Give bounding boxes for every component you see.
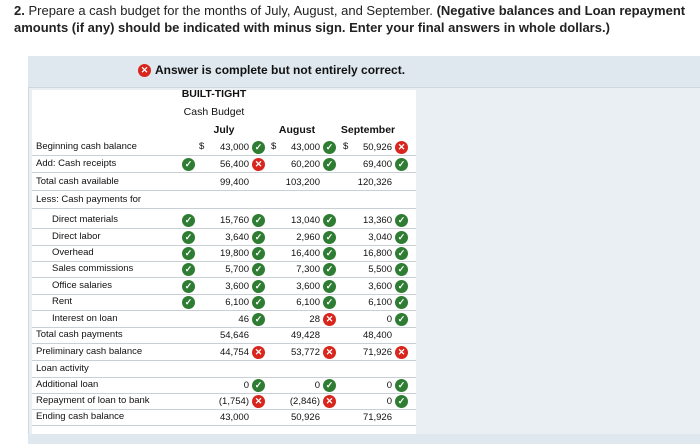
check-circle-icon: ✓ — [252, 280, 265, 293]
check-circle-icon: ✓ — [182, 280, 195, 293]
cell-value: 6,100 — [296, 296, 320, 308]
value-cell[interactable] — [387, 378, 408, 392]
cell-value: 15,760 — [219, 214, 249, 226]
check-circle-icon: ✓ — [395, 395, 408, 408]
cell-value: 50,926 — [362, 141, 392, 153]
value-cell[interactable] — [220, 140, 265, 154]
value-cell[interactable] — [291, 328, 336, 342]
row-divider — [32, 343, 416, 344]
value-cell[interactable] — [220, 328, 265, 342]
value-cell[interactable] — [220, 213, 265, 227]
cell-value: 6,100 — [368, 296, 392, 308]
value-cell[interactable] — [363, 213, 408, 227]
check-circle-icon: ✓ — [323, 141, 336, 154]
row-divider — [32, 277, 416, 278]
row-label: Rent — [52, 296, 73, 307]
row-divider — [32, 208, 416, 209]
cell-value: 54,646 — [219, 329, 249, 341]
row-label: Interest on loan — [52, 313, 118, 324]
check-circle-icon: ✓ — [323, 280, 336, 293]
x-circle-icon: ✕ — [395, 346, 408, 359]
row-divider — [32, 190, 416, 191]
cell-value: 0 — [386, 395, 392, 407]
check-circle-icon: ✓ — [252, 214, 265, 227]
check-circle-icon: ✓ — [395, 280, 408, 293]
value-cell[interactable] — [363, 140, 408, 154]
cell-value: 5,700 — [225, 263, 249, 275]
value-cell[interactable] — [225, 262, 265, 276]
check-circle-icon: ✓ — [395, 247, 408, 260]
value-cell[interactable] — [220, 345, 265, 359]
check-circle-icon: ✓ — [252, 141, 265, 154]
value-cell[interactable] — [220, 175, 265, 189]
column-header-september: September — [340, 124, 396, 136]
value-cell[interactable] — [238, 312, 265, 326]
check-circle-icon: ✓ — [252, 231, 265, 244]
value-cell[interactable] — [363, 328, 408, 342]
value-cell[interactable] — [291, 345, 336, 359]
cell-value: 120,326 — [357, 176, 392, 188]
row-label: Ending cash balance — [36, 411, 125, 422]
value-cell[interactable] — [368, 262, 408, 276]
cell-value: 43,000 — [219, 141, 249, 153]
row-label: Total cash available — [36, 176, 119, 187]
value-cell[interactable] — [296, 230, 336, 244]
row-label: Beginning cash balance — [36, 141, 137, 152]
value-cell[interactable] — [291, 410, 336, 424]
cell-value: 43,000 — [219, 411, 249, 423]
value-cell[interactable] — [296, 295, 336, 309]
currency-symbol: $ — [343, 141, 349, 152]
check-circle-icon: ✓ — [323, 296, 336, 309]
check-circle-icon: ✓ — [182, 231, 195, 244]
x-circle-icon: ✕ — [138, 64, 151, 77]
check-circle-icon: ✓ — [182, 296, 195, 309]
value-cell[interactable] — [225, 295, 265, 309]
x-circle-icon: ✕ — [252, 158, 265, 171]
check-circle-icon: ✓ — [252, 313, 265, 326]
cell-value: (1,754) — [218, 395, 249, 407]
value-cell[interactable] — [225, 230, 265, 244]
panel-footer — [28, 434, 700, 444]
row-label: Office salaries — [52, 280, 113, 291]
x-circle-icon: ✕ — [323, 346, 336, 359]
row-divider — [32, 294, 416, 295]
row-divider — [32, 172, 416, 173]
cell-value: 16,800 — [362, 247, 392, 259]
check-circle-icon: ✓ — [395, 214, 408, 227]
check-circle-icon: ✓ — [395, 313, 408, 326]
value-cell[interactable] — [219, 394, 265, 408]
check-circle-icon: ✓ — [395, 231, 408, 244]
question-main-text: Prepare a cash budget for the months of July, August, and September. — [28, 3, 433, 18]
cell-value: 19,800 — [219, 247, 249, 259]
row-divider — [32, 310, 416, 311]
cell-value: 6,100 — [225, 296, 249, 308]
check-circle-icon: ✓ — [323, 379, 336, 392]
check-circle-icon: ✓ — [395, 263, 408, 276]
currency-symbol: $ — [271, 141, 277, 152]
x-circle-icon: ✕ — [252, 395, 265, 408]
row-label: Direct materials — [52, 214, 118, 225]
value-cell[interactable] — [244, 378, 265, 392]
check-circle-icon: ✓ — [323, 214, 336, 227]
check-circle-icon: ✓ — [252, 296, 265, 309]
budget-title: Cash Budget — [183, 106, 245, 118]
cell-value: 48,400 — [362, 329, 392, 341]
row-label: Additional loan — [36, 379, 99, 390]
check-circle-icon: ✓ — [182, 214, 195, 227]
cell-value: 99,400 — [219, 176, 249, 188]
value-cell[interactable] — [315, 378, 336, 392]
value-cell[interactable] — [363, 157, 408, 171]
value-cell[interactable] — [368, 295, 408, 309]
check-circle-icon: ✓ — [182, 263, 195, 276]
value-cell[interactable] — [225, 279, 265, 293]
x-circle-icon: ✕ — [323, 395, 336, 408]
value-cell[interactable] — [220, 410, 265, 424]
cell-value: 0 — [314, 379, 320, 391]
row-label: Preliminary cash balance — [36, 346, 143, 357]
check-circle-icon: ✓ — [252, 379, 265, 392]
row-divider — [32, 377, 416, 378]
value-cell[interactable] — [291, 157, 336, 171]
row-divider — [32, 360, 416, 361]
cell-value: 3,600 — [368, 280, 392, 292]
cell-value: 2,960 — [296, 231, 320, 243]
column-header-july: July — [213, 124, 235, 136]
currency-symbol: $ — [199, 141, 205, 152]
cell-value: 0 — [386, 379, 392, 391]
row-label: Sales commissions — [52, 263, 134, 274]
value-cell[interactable] — [358, 175, 408, 189]
cell-value: 69,400 — [362, 158, 392, 170]
cell-value: 46 — [238, 313, 249, 325]
cell-value: 0 — [243, 379, 249, 391]
cell-value: 5,500 — [368, 263, 392, 275]
value-cell[interactable] — [291, 140, 336, 154]
row-divider — [32, 228, 416, 229]
answer-status-text: Answer is complete but not entirely correct. — [155, 63, 406, 77]
row-label: Repayment of loan to bank — [36, 395, 150, 406]
cell-value: 7,300 — [296, 263, 320, 275]
value-cell[interactable] — [387, 394, 408, 408]
check-circle-icon: ✓ — [252, 247, 265, 260]
row-label: Total cash payments — [36, 329, 123, 340]
check-circle-icon: ✓ — [323, 158, 336, 171]
x-circle-icon: ✕ — [252, 346, 265, 359]
value-cell[interactable] — [291, 246, 336, 260]
cell-value: 0 — [386, 313, 392, 325]
check-circle-icon: ✓ — [395, 296, 408, 309]
cell-value: 43,000 — [290, 141, 320, 153]
check-circle-icon: ✓ — [323, 231, 336, 244]
cell-value: 3,600 — [296, 280, 320, 292]
check-circle-icon: ✓ — [182, 247, 195, 260]
row-divider — [32, 261, 416, 262]
check-circle-icon: ✓ — [182, 158, 195, 171]
answer-status — [138, 60, 405, 80]
column-header-august: August — [278, 124, 316, 136]
row-label: Add: Cash receipts — [36, 158, 117, 169]
row-label: Direct labor — [52, 231, 101, 242]
cell-value: 53,772 — [290, 346, 320, 358]
row-divider — [32, 425, 416, 426]
value-cell[interactable] — [290, 394, 336, 408]
value-cell[interactable] — [363, 246, 408, 260]
row-label: Less: Cash payments for — [36, 194, 142, 205]
cell-value: 56,400 — [219, 158, 249, 170]
cell-value: 49,428 — [290, 329, 320, 341]
value-cell[interactable] — [296, 279, 336, 293]
cell-value: 60,200 — [290, 158, 320, 170]
check-circle-icon: ✓ — [395, 379, 408, 392]
check-circle-icon: ✓ — [395, 158, 408, 171]
row-label: Overhead — [52, 247, 94, 258]
cell-value: 103,200 — [285, 176, 320, 188]
question-number: 2. — [14, 3, 25, 18]
value-cell[interactable] — [368, 279, 408, 293]
value-cell[interactable] — [363, 345, 408, 359]
value-cell[interactable] — [387, 312, 408, 326]
check-circle-icon: ✓ — [323, 263, 336, 276]
cell-value: 3,040 — [368, 231, 392, 243]
company-name: BUILT-TIGHT — [181, 88, 247, 100]
question-instructions: (Negative balances and Loan repayment amounts (if any) should be indicated with minus sign. Enter your final answers in whole dollars.) — [14, 3, 686, 35]
value-cell[interactable] — [368, 230, 408, 244]
cell-value: 13,040 — [290, 214, 320, 226]
x-circle-icon: ✕ — [323, 313, 336, 326]
row-label: Loan activity — [36, 363, 89, 374]
value-cell[interactable] — [220, 246, 265, 260]
cell-value: 44,754 — [219, 346, 249, 358]
question-text — [14, 2, 700, 36]
x-circle-icon: ✕ — [395, 141, 408, 154]
value-cell[interactable] — [220, 157, 265, 171]
cell-value: (2,846) — [289, 395, 320, 407]
cell-value: 50,926 — [290, 411, 320, 423]
cell-value: 71,926 — [362, 411, 392, 423]
value-cell[interactable] — [309, 312, 336, 326]
cell-value: 13,360 — [362, 214, 392, 226]
check-circle-icon: ✓ — [252, 263, 265, 276]
value-cell[interactable] — [296, 262, 336, 276]
row-divider — [32, 155, 416, 156]
cell-value: 3,640 — [225, 231, 249, 243]
value-cell[interactable] — [291, 213, 336, 227]
cell-value: 3,600 — [225, 280, 249, 292]
cell-value: 71,926 — [362, 346, 392, 358]
cell-value: 16,400 — [290, 247, 320, 259]
check-circle-icon: ✓ — [323, 247, 336, 260]
cell-value: 28 — [309, 313, 320, 325]
value-cell[interactable] — [286, 175, 336, 189]
value-cell[interactable] — [363, 410, 408, 424]
